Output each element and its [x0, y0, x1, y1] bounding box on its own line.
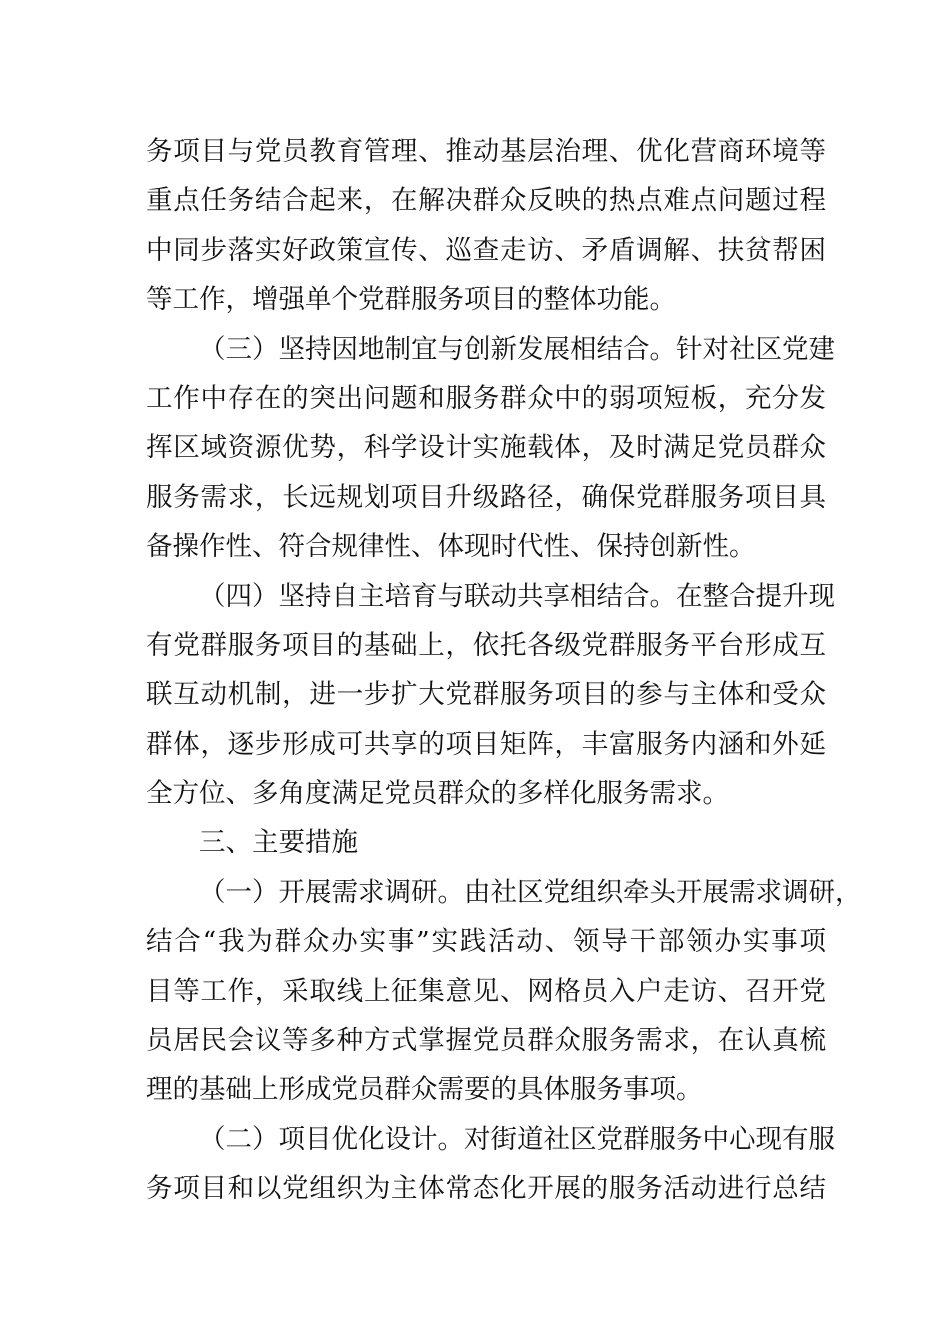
text-line: 工作中存在的突出问题和服务群众中的弱项短板，充分发 [146, 382, 826, 414]
text-line: 中同步落实好政策宣传、巡查走访、矛盾调解、扶贫帮困 [146, 234, 826, 266]
text-line: 务项目与党员教育管理、推动基层治理、优化营商环境等 [146, 136, 826, 167]
text-line: 理的基础上形成党员群众需要的具体服务事项。 [146, 1074, 703, 1106]
text-line: 员居民会议等多种方式掌握党员群众服务需求，在认真梳 [146, 1025, 826, 1057]
document-body [146, 127, 862, 1214]
text-line: 目等工作，采取线上征集意见、网格员入户走访、召开党 [146, 975, 826, 1007]
text-line: 联互动机制，进一步扩大党群服务项目的参与主体和受众 [146, 679, 826, 711]
text-line: 有党群服务项目的基础上，依托各级党群服务平台形成互 [146, 629, 826, 661]
text-line: 全方位、多角度满足党员群众的多样化服务需求。 [146, 778, 729, 810]
text-line: 挥区域资源优势，科学设计实施载体，及时满足党员群众 [146, 432, 826, 464]
text-line: 等工作，增强单个党群服务项目的整体功能。 [146, 284, 676, 316]
text-line: 服务需求，长远规划项目升级路径，确保党群服务项目具 [146, 481, 826, 513]
text-line: 务项目和以党组织为主体常态化开展的服务活动进行总结 [146, 1173, 826, 1205]
text-line: 群体，逐步形成可共享的项目矩阵，丰富服务内涵和外延 [146, 728, 826, 760]
paragraph-heading-line: （四）坚持自主培育与联动共享相结合。在整合提升现 [199, 580, 835, 612]
text-line: 结合“我为群众办实事”实践活动、领导干部领办实事项 [146, 926, 826, 958]
text-line: 备操作性、符合规律性、体现时代性、保持创新性。 [146, 531, 756, 563]
paragraph-heading-line: （一）开展需求调研。由社区党组织牵头开展需求调研， [199, 876, 862, 908]
section-heading: 三、主要措施 [199, 827, 358, 859]
text-line: 重点任务结合起来，在解决群众反映的热点难点问题过程 [146, 185, 826, 217]
paragraph-heading-line: （二）项目优化设计。对街道社区党群服务中心现有服 [199, 1123, 835, 1155]
paragraph-heading-line: （三）坚持因地制宜与创新发展相结合。针对社区党建 [199, 333, 835, 365]
